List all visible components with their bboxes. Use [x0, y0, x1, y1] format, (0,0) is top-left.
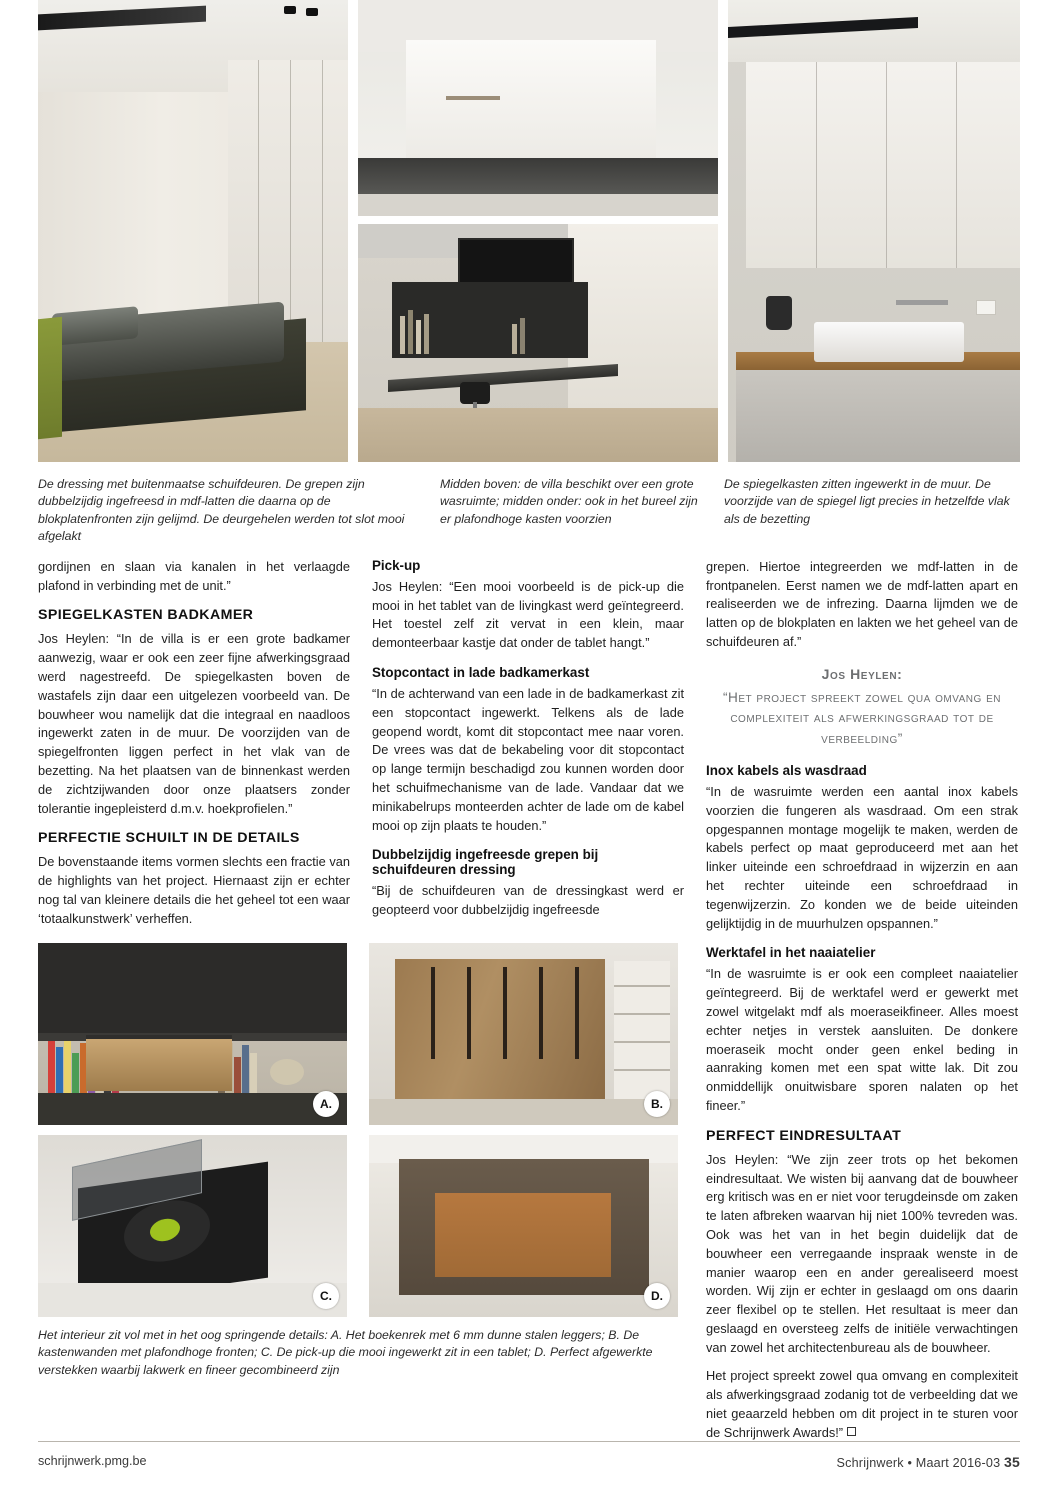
- spot-light-icon: [284, 6, 296, 14]
- paragraph-grepen-continued: grepen. Hiertoe integreerden we mdf-latten in de frontpanelen. Eerst namen we de mdf-latten apart en realiseerden we de infrezing. Daarna lijmden we de latten op de blokplaten en lakten we het geheel van de schuifdeuren af.”: [706, 558, 1018, 649]
- paragraph-eindresultaat: Jos Heylen: “We zijn zeer trots op het bekomen eindresultaat. We wisten bij aanvang dat de bouwheer erg kritisch was en er niet voor terugdeinsde om zaken te laten afbreken waarvan hij niet 100% tevreden was. Ook was het van in het begin duidelijk dat de bouwheer een verregaande inspraak wenste in de manier waarop een en ander gerealiseerd moest worden. Wij zijn er echter in geslaagd om ons daarin zeer flexibel op te stellen. Het resultaat is meer dan geslaagd en oversteeg zelfs de initiële verwachtingen van zowel het architectenbureau als de bouwheer.: [706, 1151, 1018, 1355]
- detail-caption: Het interieur zit vol met in het oog springende details: A. Het boekenrek met 6 mm dunne stalen leggers; B. De kastenwanden met plafondhoge fronten; C. De pick-up die mooi ingewerkt zit in een tablet; D. Perfect afgewerkte verstekken waarbij lakwerk en fineer gecombineerd zijn: [38, 1327, 653, 1378]
- wall-screen: [458, 238, 574, 284]
- paragraph-inox: “In de wasruimte werden een aantal inox kabels voorzien die fungeren als wasdraad. Om een strak opgespannen montage mogelijk te maken, werden de kabels perfect op maat geproduceerd met aan het linker uiteinde een schroefdraad in wijzerzin en aan het rechter uiteinde een schroefdraad in tegenwijzerzin. Zo konden we de beide uiteinden gelijktijdig in de muurhulzen opspannen.”: [706, 783, 1018, 931]
- floor-light: [358, 194, 718, 216]
- paragraph-eindresultaat-2: [706, 1367, 1018, 1442]
- caption-right: De spiegelkasten zitten ingewerkt in de muur. De voorzijde van de spiegel ligt precies in hetzelfde vlak als de bezetting: [724, 477, 1010, 526]
- heading-pickup: Pick-up: [372, 557, 421, 573]
- heading-eindresultaat: PERFECT EINDRESULTAAT: [706, 1127, 902, 1144]
- article-body: [38, 558, 1020, 1453]
- mirror-cabinets: [746, 62, 1020, 268]
- detail-badge-b: B.: [644, 1091, 670, 1117]
- detail-badge-a: A.: [313, 1091, 339, 1117]
- detail-photo-d: [369, 1135, 678, 1317]
- paragraph-werktafel: “In de wasruimte is er ook een compleet naaiatelier geïntegreerd. Bij de werktafel werd er gewerkt met zowel witgelakt mdf als moeraseikfineer. Alles moest echter netjes in verstek aansluiten. De donkere moeraseik mocht onder geen enkel beding in aanraking komen met een spat witte lak. Dit zou onmiddellijk onuitwisbare sporen nalaten op het fineer.”: [706, 966, 1018, 1113]
- paragraph-perfectie: De bovenstaande items vormen slechts een fractie van de highlights van het project. Hiernaast zijn er echter nog tal van kleinere details die het geheel tot een waar ‘totaalkunstwerk’ verheffen.: [38, 854, 350, 926]
- page-number: 35: [1004, 1454, 1020, 1470]
- footer-divider: [38, 1441, 1020, 1442]
- pull-quote: [706, 666, 1018, 749]
- shelf: [446, 96, 500, 100]
- paragraph-pickup: Jos Heylen: “Een mooi voorbeeld is de pick-up die mooi in het tablet van de livingkast werd geïntegreerd. Het toestel zelf zit vervat in een klein, maar demonteerbaar kastje dat onder de tablet hangt.”: [372, 578, 684, 651]
- heading-werktafel: Werktafel in het naaiatelier: [706, 945, 876, 961]
- detail-photo-grid: [38, 943, 678, 1380]
- paragraph-stopcontact: “In de achterwand van een lade in de badkamerkast zit een stopcontact ingewerkt. Telkens als de lade geopend wordt, komt dit stopcontact mee naar voren. De vrees was dat de bekabeling voor dit stopcontact op lange termijn beschadigd zou kunnen worden door het schuifmechanisme van de lade. Vandaar dat we minikabelrups monteerden achter de lade om de kabel mooi op zijn plaats te houden.”: [372, 686, 684, 833]
- heading-grepen: Dubbelzijdig ingefreesde grepen bij schuifdeuren dressing: [372, 847, 599, 878]
- footer-issue-text: Schrijnwerk • Maart 2016-03: [836, 1456, 1001, 1470]
- tall-cabinets: [568, 224, 718, 420]
- page-footer: [38, 1454, 1020, 1470]
- paragraph-eindresultaat-2-text: Het project spreekt zowel qua omvang en complexiteit als afwerkingsgraad zodanig tot de verbeelding dat we niet geaarzeld hebben om dit project in te sturen voor de Schrijnwerk Awards!”: [706, 1368, 1018, 1440]
- faucet-icon: [896, 300, 948, 305]
- vanity-unit: [736, 370, 1020, 462]
- photo-grid: [38, 0, 1020, 462]
- heading-stopcontact: Stopcontact in lade badkamerkast: [372, 665, 590, 680]
- heading-perfectie: PERFECTIE SCHUILT IN DE DETAILS: [38, 830, 300, 847]
- caption-middle: Midden boven: de villa beschikt over een grote wasruimte; midden onder: ook in het bureel zijn er plafondhoge kasten voorzien: [440, 477, 698, 526]
- detail-badge-c: C.: [313, 1283, 339, 1309]
- detail-photo-a: [38, 943, 347, 1125]
- photo-captions: [38, 476, 1020, 546]
- caption-left: De dressing met buitenmaatse schuifdeuren. De grepen zijn dubbelzijdig ingefreesd in mdf-latten die daarna op de blokplatenfronten zijn gelijmd. De deurgehelen werden tot slot mooi afgelakt: [38, 477, 405, 544]
- paragraph-grepen: “Bij de schuifdeuren van de dressingkast werd er geopteerd voor dubbelzijdig ingefreesde: [372, 883, 684, 918]
- pull-quote-text: “Het project spreekt zowel qua omvang en complexiteit als afwerkingsgraad tot de verbeelding”: [723, 689, 1001, 746]
- detail-photo-c: [38, 1135, 347, 1317]
- power-socket-icon: [976, 300, 996, 315]
- photo-bedroom-dressing: [38, 0, 348, 462]
- spot-light-icon: [306, 8, 318, 16]
- end-mark-icon: [847, 1427, 856, 1436]
- washbasin: [814, 322, 964, 362]
- accessory: [766, 296, 792, 330]
- wooden-floor: [358, 408, 718, 462]
- detail-badge-d: D.: [644, 1283, 670, 1309]
- green-panel: [38, 317, 62, 440]
- bookshelf: [392, 282, 588, 358]
- photo-office: [358, 224, 718, 462]
- heading-inox: Inox kabels als wasdraad: [706, 762, 867, 778]
- pull-quote-author: Jos Heylen:: [821, 665, 903, 682]
- paragraph-spiegelkasten: Jos Heylen: “In de villa is er een grote badkamer aanwezig, waar er ook een zeer fijne afwerkingsgraad werd nagestreefd. De spiegelkasten boven de wastafels zijn daar een uitgelezen voorbeeld van. De bouwheer wou namelijk dat die integraal en naadloos ingewerkt zaten in de muur. De voorzijden van de spiegelfronten liggen perfect in het vlak van de bezetting. Na het plaatsen van de binnenkast werden de zichtzijwanden door onze plaatsers zonder tolerantie ingepleisterd d.m.v. hoekprofielen.”: [38, 631, 350, 816]
- footer-website[interactable]: schrijnwerk.pmg.be: [38, 1454, 147, 1468]
- heading-spiegelkasten: SPIEGELKASTEN BADKAMER: [38, 607, 254, 624]
- back-wall-cabinets: [406, 40, 656, 158]
- footer-issue: [837, 1454, 1021, 1470]
- photo-bathroom-mirror-cabinets: [728, 0, 1020, 462]
- detail-photo-b: [369, 943, 678, 1125]
- paragraph-lead: gordijnen en slaan via kanalen in het verlaagde plafond in verbinding met de unit.”: [38, 558, 350, 593]
- photo-laundry-room: [358, 0, 718, 216]
- column-3: [706, 558, 1018, 1453]
